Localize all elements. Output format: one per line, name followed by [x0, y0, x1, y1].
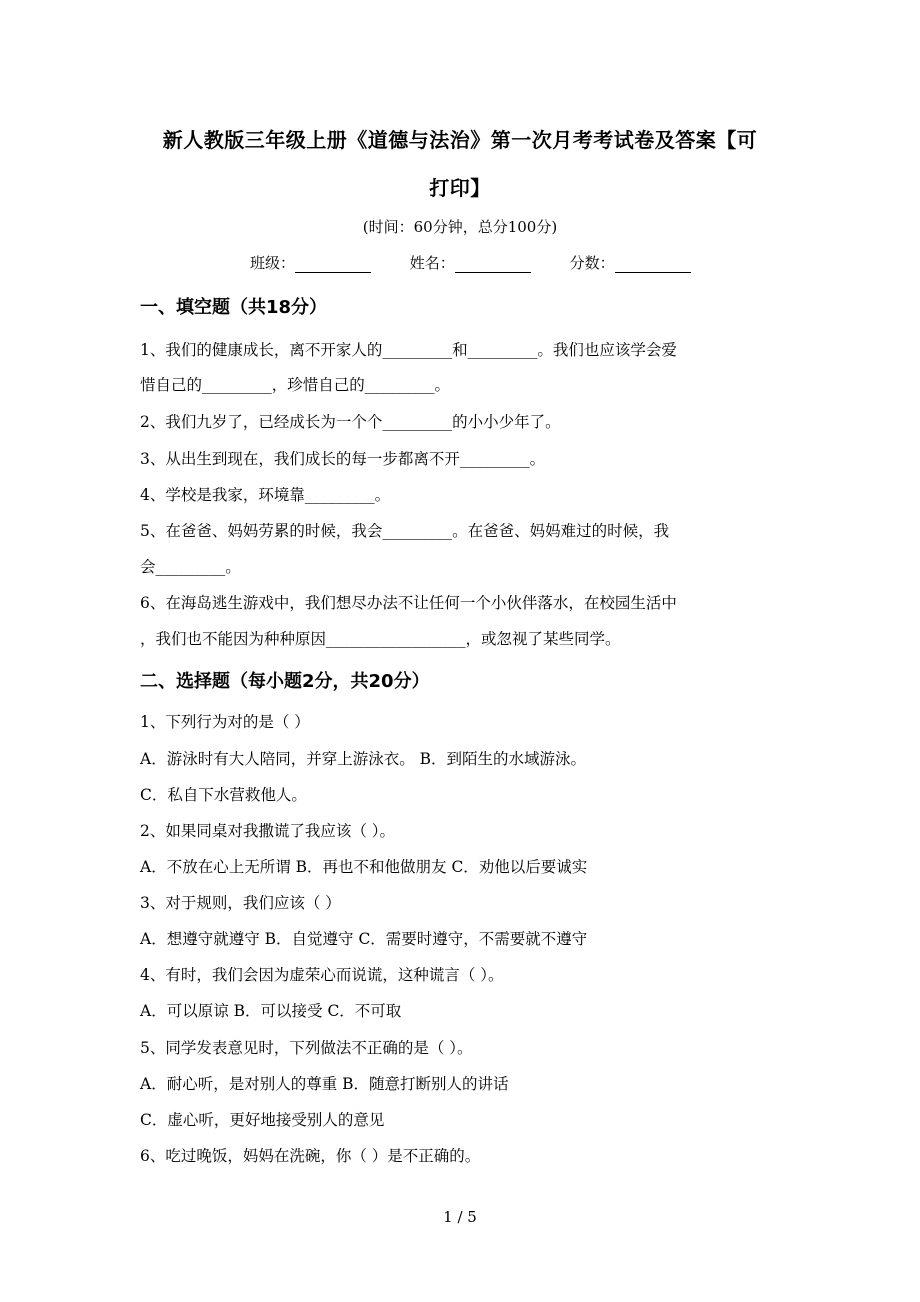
score-field [570, 252, 691, 273]
question-line: 2、如果同桌对我撒谎了我应该（ ）。 [140, 822, 396, 840]
name-label: 姓名： [409, 254, 455, 272]
score-blank [615, 256, 691, 273]
question-line: 3、从出生到现在，我们成长的每一步都离不开_________。 [140, 450, 546, 468]
question-line: 6、在海岛逃生游戏中，我们想尽办法不让任何一个小伙伴落水，在校园生活中 [140, 594, 677, 612]
question-line: 1、下列行为对的是（ ） [140, 713, 310, 731]
option-line: A．可以原谅 B．可以接受 C．不可取 [140, 1002, 402, 1020]
question-line: 1、我们的健康成长，离不开家人的_________和_________。我们也应该学会爱 [140, 341, 677, 359]
exam-title-line-2: 打印】 [429, 176, 491, 200]
exam-title-line-1: 新人教版三年级上册《道德与法治》第一次月考考试卷及答案【可 [162, 128, 758, 152]
question-line: ，我们也不能因为种种原因__________________，或忽视了某些同学。 [140, 630, 621, 648]
question-line: 2、我们九岁了，已经成长为一个个_________的小小少年了。 [140, 413, 561, 431]
name-field [410, 252, 531, 273]
section-1-heading: 一、填空题（共18分） [140, 297, 328, 318]
page-number: 1 / 5 [443, 1208, 477, 1226]
option-line: A．游泳时有大人陪同，并穿上游泳衣。 B．到陌生的水域游泳。 [140, 750, 587, 768]
question-line: 6、吃过晚饭，妈妈在洗碗，你（ ）是不正确的。 [140, 1147, 481, 1165]
class-blank [295, 256, 371, 273]
option-line: A．耐心听，是对别人的尊重 B．随意打断别人的讲话 [140, 1075, 509, 1093]
option-line: C．虚心听，更好地接受别人的意见 [140, 1111, 385, 1129]
score-label: 分数： [569, 254, 615, 272]
question-line: 惜自己的_________，珍惜自己的_________。 [140, 376, 451, 394]
option-line: A．想遵守就遵守 B．自觉遵守 C．需要时遵守，不需要就不遵守 [140, 930, 588, 948]
question-line: 4、学校是我家，环境靠_________。 [140, 486, 391, 504]
class-field [250, 252, 371, 273]
question-line: 4、有时，我们会因为虚荣心而说谎，这种谎言（ ）。 [140, 966, 504, 984]
time-info: (时间：60分钟，总分100分) [362, 218, 558, 236]
question-line: 3、对于规则，我们应该（ ） [140, 894, 341, 912]
option-line: A．不放在心上无所谓 B．再也不和他做朋友 C．劝他以后要诚实 [140, 858, 588, 876]
student-info-line [250, 252, 725, 273]
name-blank [455, 256, 531, 273]
question-line: 5、同学发表意见时，下列做法不正确的是（ ）。 [140, 1039, 473, 1057]
question-line: 5、在爸爸、妈妈劳累的时候，我会_________。在爸爸、妈妈难过的时候，我 [140, 522, 670, 540]
class-label: 班级： [250, 254, 296, 272]
question-line: 会_________。 [140, 558, 241, 576]
option-line: C．私自下水营救他人。 [140, 786, 307, 804]
section-2-heading: 二、选择题（每小题2分，共20分） [140, 671, 430, 692]
